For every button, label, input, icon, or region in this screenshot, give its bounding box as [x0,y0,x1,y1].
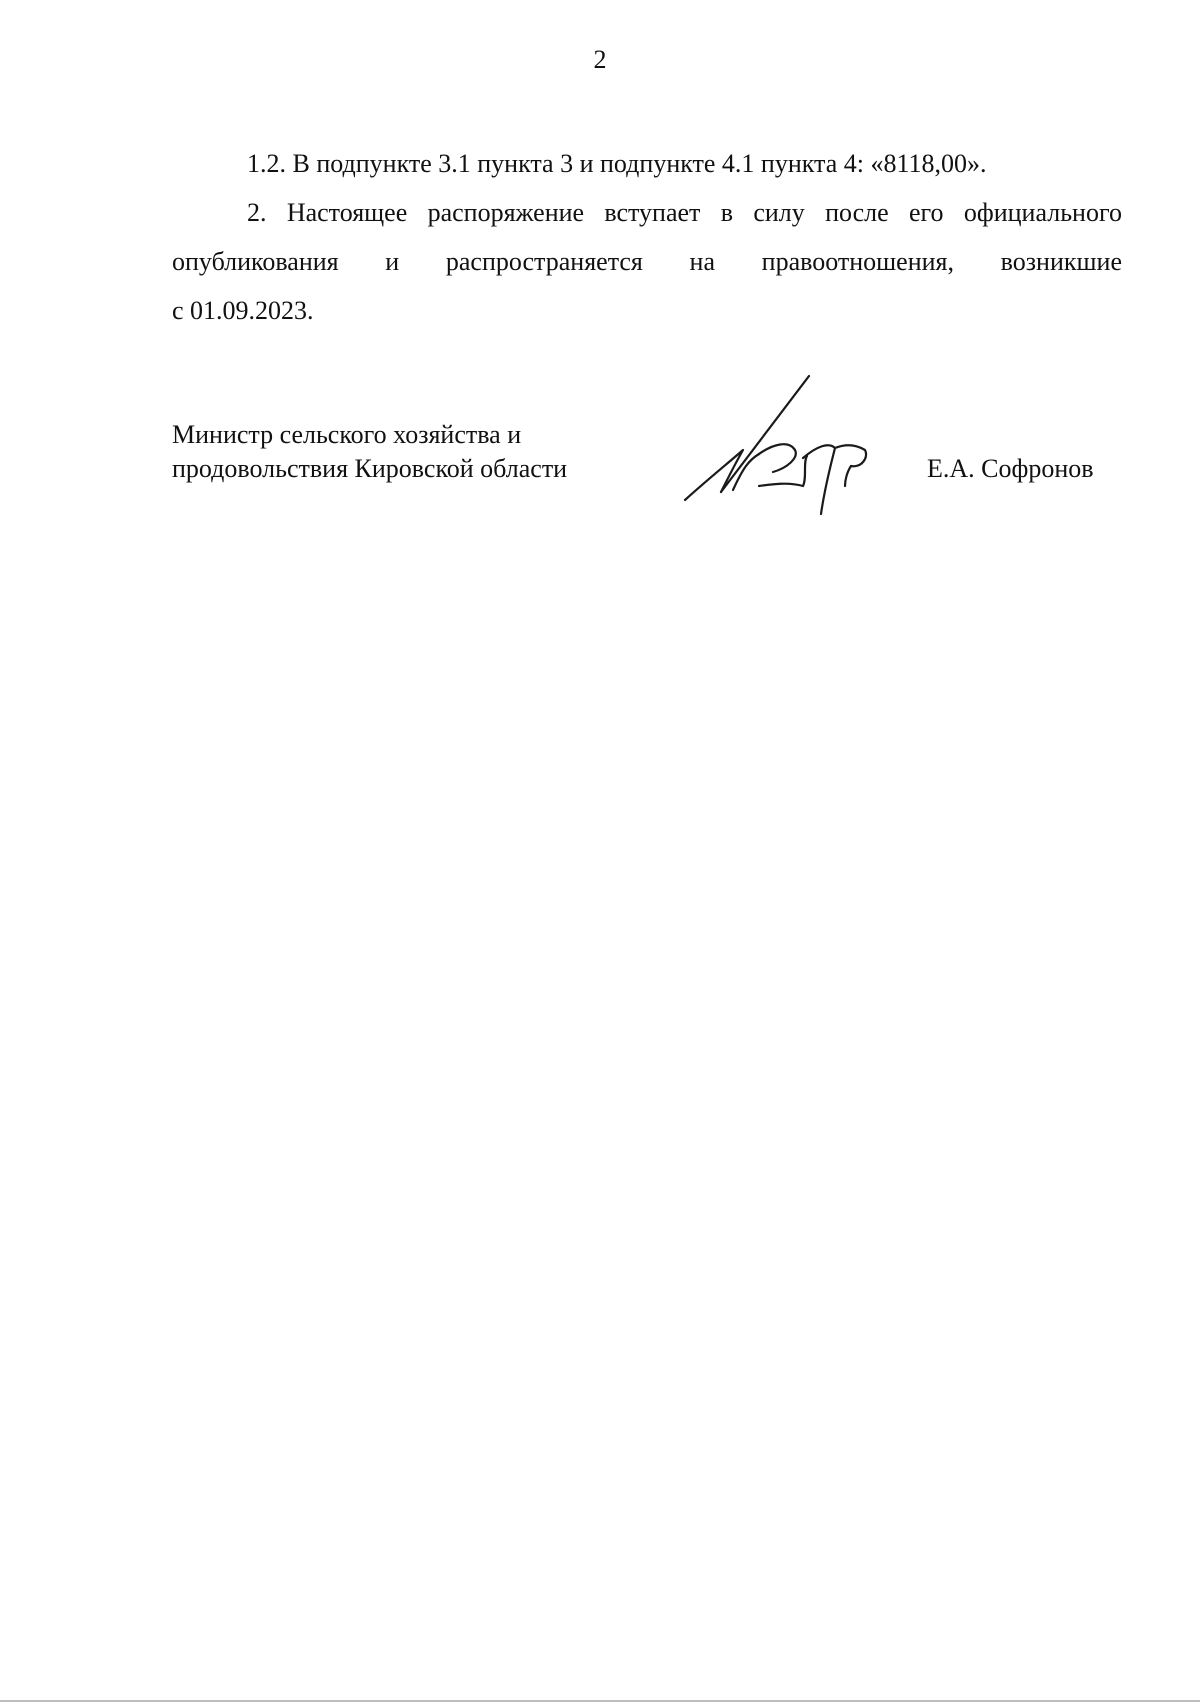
paragraph-2-line-3: с 01.09.2023. [172,296,314,325]
paragraph-text: 1.2. В подпункте 3.1 пункта 3 и подпункте 4.1 пункта 4: «8118,00». [247,149,987,178]
paragraph-2-line-1: 2. Настоящее распоряжение вступает в силу после его официального [247,198,1122,227]
paragraph-2 [172,188,1122,335]
paragraph-2-line-2: опубликования и распространяется на правоотношения, возникшие [172,247,1122,276]
signer-position [172,418,632,486]
signer-position-line-2: продовольствия Кировской области [172,454,568,483]
page-number: 2 [593,45,607,74]
signature-block [172,410,1122,520]
paragraph-1-2 [172,139,1122,188]
signer-name: Е.А. Софронов [927,454,1094,483]
handwritten-signature [677,368,887,518]
signer-position-line-1: Министр сельского хозяйства и [172,420,522,449]
